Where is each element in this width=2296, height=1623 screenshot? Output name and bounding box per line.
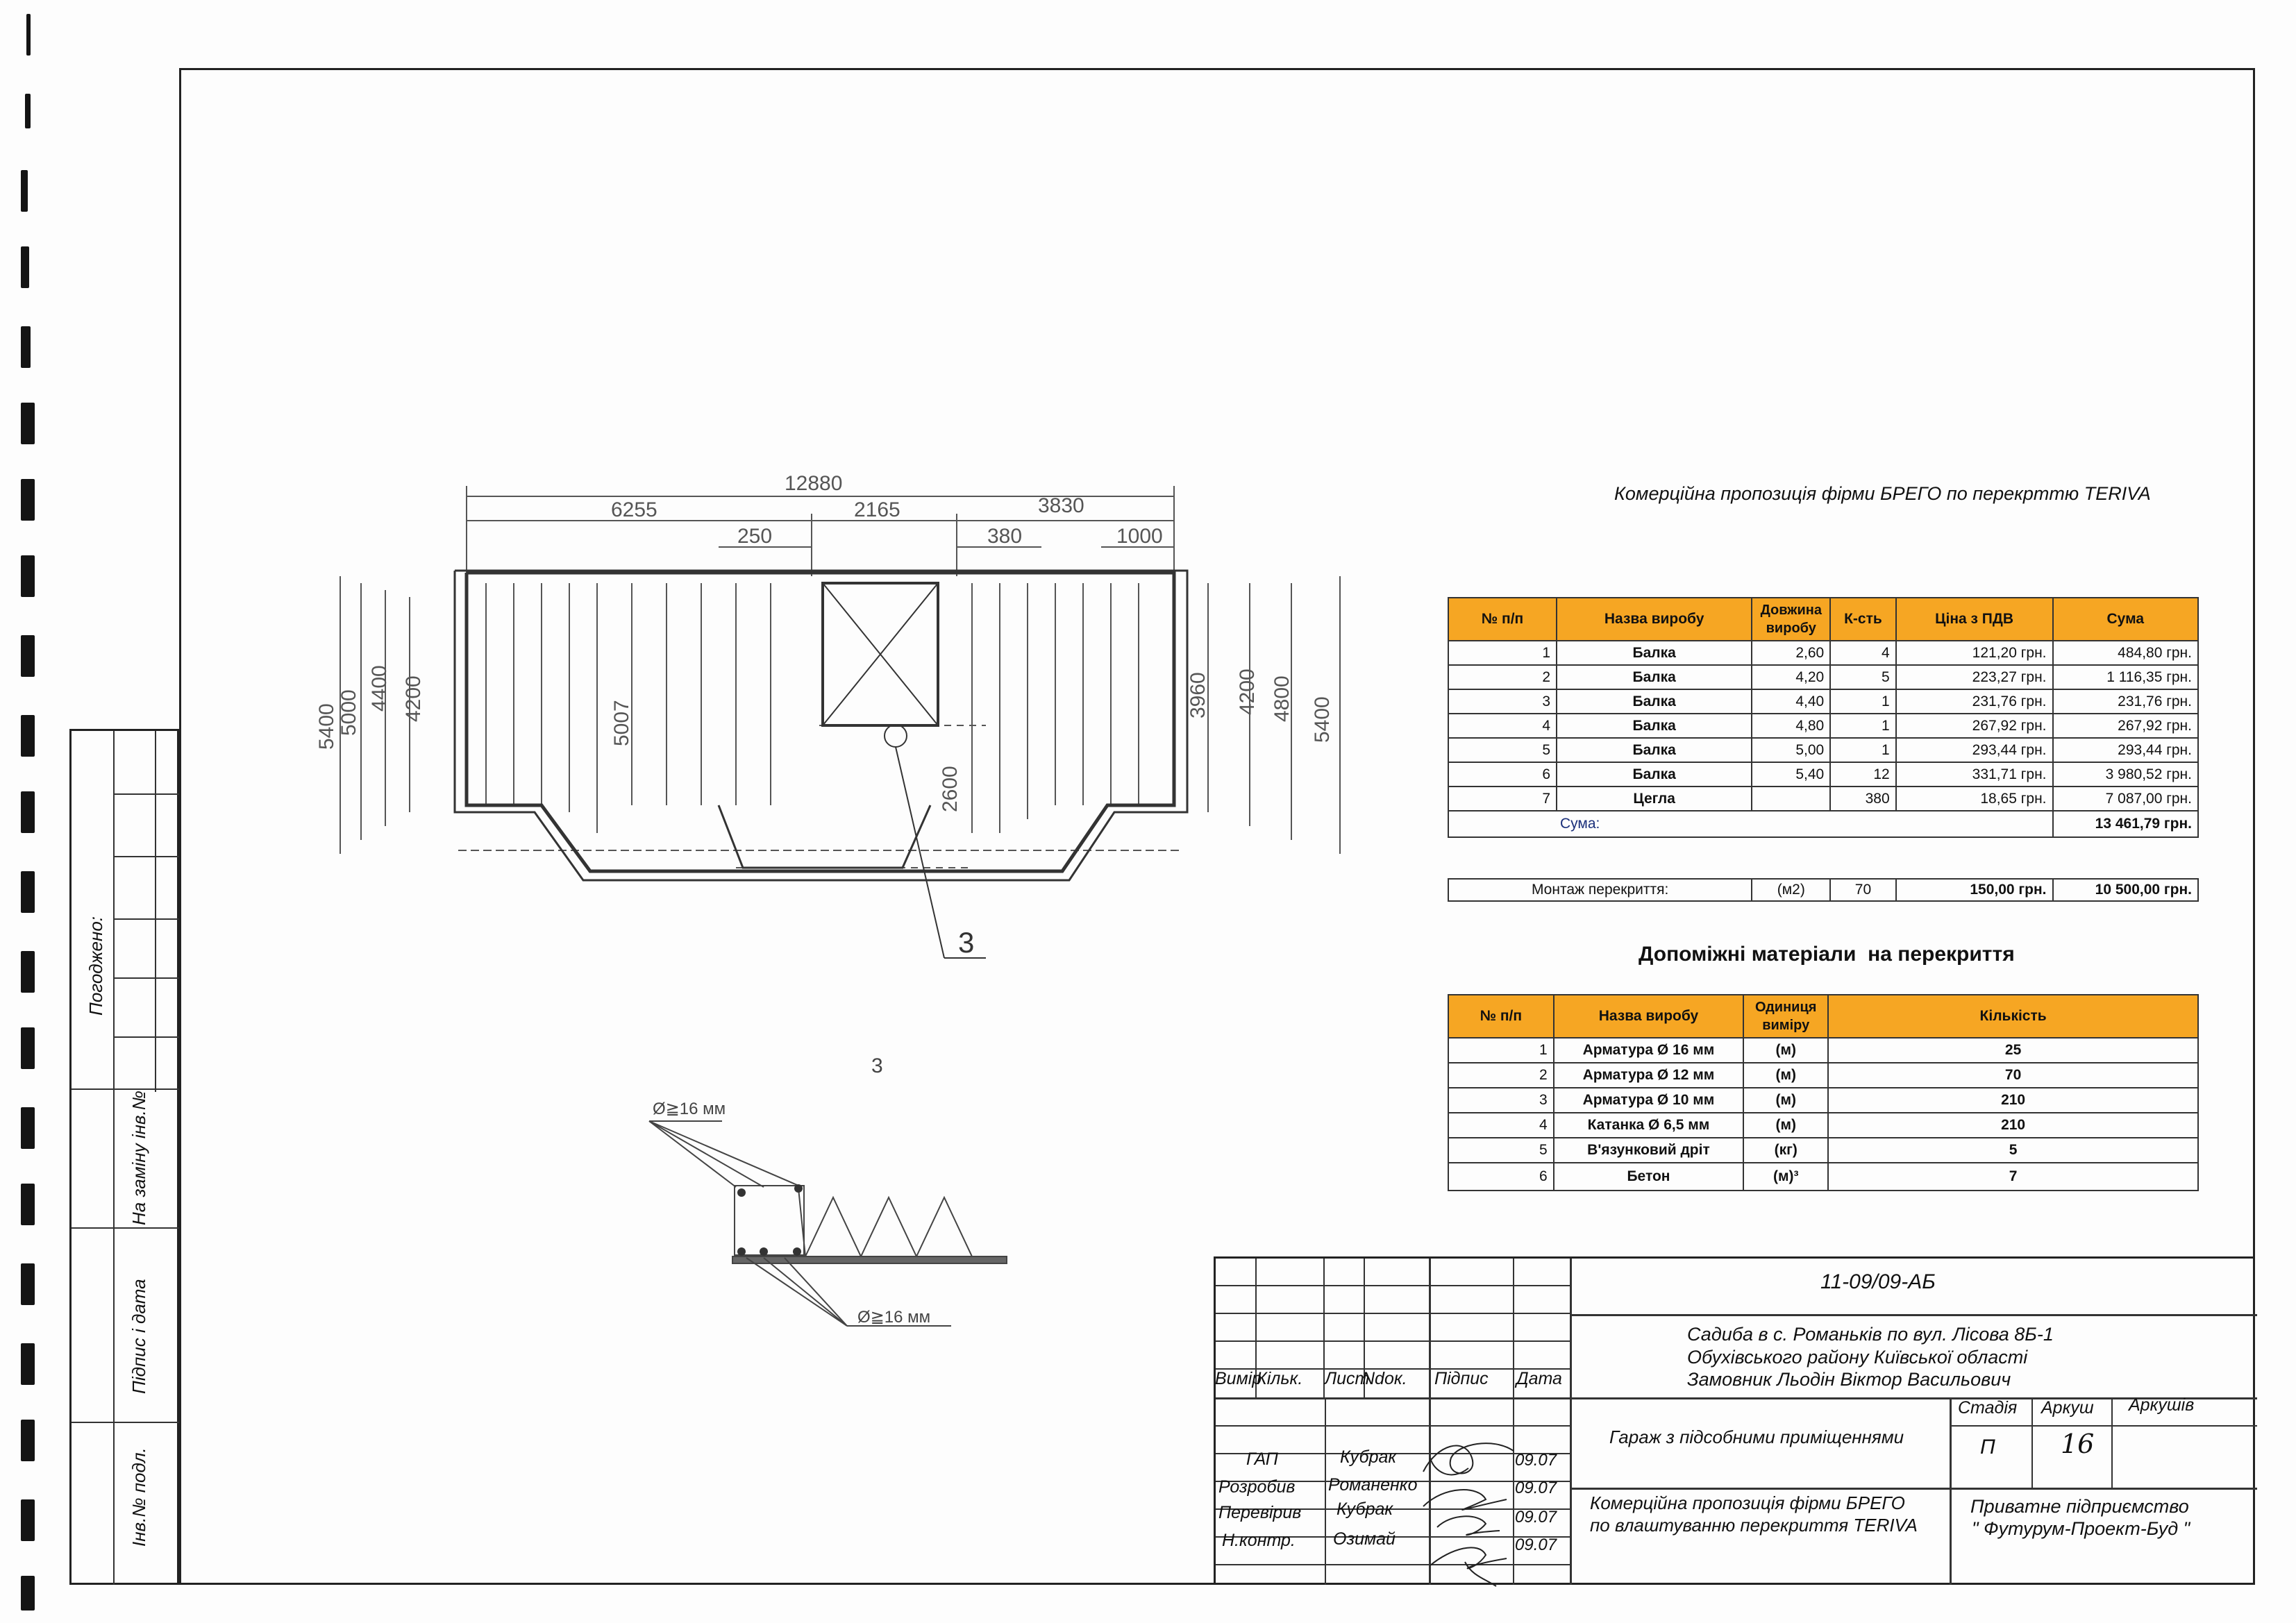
sheet-label: Аркуш <box>2041 1398 2094 1418</box>
dim-left-4400: 4400 <box>368 665 391 712</box>
table-row: 3 Балка 4,40 1 231,76 грн. 231,76 грн. <box>1448 689 2198 714</box>
dim-right-5400: 5400 <box>1311 696 1334 743</box>
aux-header-n: № п/п <box>1448 995 1554 1038</box>
table-row: 4 Катанка Ø 6,5 мм (м) 210 <box>1448 1113 2198 1138</box>
total-row: Сума: 13 461,79 грн. <box>1448 811 2198 837</box>
role-checked: Перевірив <box>1218 1503 1302 1522</box>
date-normcontrol: 09.07 <box>1515 1536 1557 1554</box>
aux-header-name: Назва виробу <box>1554 995 1744 1038</box>
dim-left-5400: 5400 <box>315 703 338 750</box>
section-marker: 3 <box>958 926 975 959</box>
rebar-bottom-label: Ø≧16 мм <box>857 1308 931 1327</box>
dim-left-4200: 4200 <box>402 675 425 722</box>
col-count: Кільк. <box>1257 1369 1303 1388</box>
table-row: 5 В'язунковий дріт (кг) 5 <box>1448 1138 2198 1163</box>
building-name: Гараж з підсобними приміщеннями <box>1609 1427 1904 1447</box>
name-normcontrol: Озимай <box>1333 1529 1396 1549</box>
signatures <box>1402 1430 1520 1590</box>
dim-250: 250 <box>737 525 773 548</box>
offer-title: Комерційна пропозиція фірми БРЕГО по перекрттю TERIVA <box>1614 483 2151 504</box>
table-row: 2 Арматура Ø 12 мм (м) 70 <box>1448 1063 2198 1088</box>
name-checked: Кубрак <box>1336 1499 1393 1519</box>
dim-2600: 2600 <box>939 766 962 812</box>
table-row: 1 Арматура Ø 16 мм (м) 25 <box>1448 1038 2198 1063</box>
aux-table <box>1448 994 2199 1191</box>
side-stamp <box>69 729 179 1585</box>
role-gap: ГАП <box>1246 1449 1278 1469</box>
rebar-top-label: Ø≧16 мм <box>653 1100 726 1118</box>
date-checked: 09.07 <box>1515 1508 1557 1527</box>
doc-title-line-1: Комерційна пропозиція фірми БРЕГО <box>1590 1492 1905 1513</box>
aux-title: Допоміжні матеріали на перекриття <box>1639 943 2015 966</box>
date-gap: 09.07 <box>1515 1451 1557 1470</box>
col-change: Вимір <box>1215 1369 1262 1388</box>
dim-5007: 5007 <box>610 700 633 746</box>
stage-value: П <box>1980 1436 1995 1458</box>
rebar-section <box>625 1083 1014 1340</box>
sheets-label: Аркушів <box>2129 1395 2195 1415</box>
name-gap: Кубрак <box>1340 1447 1397 1467</box>
dim-left-5000: 5000 <box>337 689 360 736</box>
offer-header-length: Довжина виробу <box>1752 598 1830 641</box>
dim-2165: 2165 <box>854 498 900 521</box>
table-row: 4 Балка 4,80 1 267,92 грн. 267,92 грн. <box>1448 714 2198 738</box>
table-row: 5 Балка 5,00 1 293,44 грн. 293,44 грн. <box>1448 738 2198 762</box>
date-developed: 09.07 <box>1515 1479 1557 1497</box>
role-normcontrol: Н.контр. <box>1222 1531 1296 1550</box>
doc-title-line-2: по влаштуванню перекриття TERIVA <box>1590 1515 1918 1536</box>
name-developed: Романенко <box>1328 1475 1418 1495</box>
dim-1000: 1000 <box>1116 525 1163 548</box>
project-line-3: Замовник Льодін Віктор Васильович <box>1687 1369 2011 1390</box>
dim-3830: 3830 <box>1038 494 1084 517</box>
inv-no-label: Інв.№ подл. <box>128 1447 149 1547</box>
org-line-1: Приватне підприємство <box>1970 1496 2189 1517</box>
offer-table <box>1448 597 2199 838</box>
col-date: Дата <box>1516 1369 1562 1388</box>
aux-header-unit: Одиниця виміру <box>1743 995 1828 1038</box>
table-row: 6 Бетон (м)³ 7 <box>1448 1163 2198 1191</box>
col-signature: Підпис <box>1434 1369 1489 1388</box>
dim-380: 380 <box>987 525 1023 548</box>
org-line-2: " Футурум-Проект-Буд " <box>1972 1518 2190 1539</box>
mount-row: Монтаж перекриття: (м2) 70 150,00 грн. 10 500,00 грн. <box>1448 879 2198 901</box>
doc-code: 11-09/09-АБ <box>1820 1270 1936 1293</box>
floor-plan <box>292 458 1402 1077</box>
sign-date-label: Підпис і дата <box>128 1279 149 1394</box>
col-doc: Ndок. <box>1362 1369 1407 1388</box>
project-line-2: Обухівського району Київської області <box>1687 1347 2028 1368</box>
offer-header-price: Ціна з ПДВ <box>1896 598 2053 641</box>
role-developed: Розробив <box>1218 1477 1296 1497</box>
offer-header-qty: К-сть <box>1830 598 1895 641</box>
dim-12880: 12880 <box>785 472 843 495</box>
table-row: 6 Балка 5,40 12 331,71 грн. 3 980,52 грн. <box>1448 762 2198 787</box>
offer-header-name: Назва виробу <box>1557 598 1752 641</box>
stage-label: Стадія <box>1958 1398 2018 1418</box>
aux-header-qty: Кількість <box>1828 995 2198 1038</box>
table-row: 1 Балка 2,60 4 121,20 грн. 484,80 грн. <box>1448 641 2198 665</box>
sheet-value: 16 <box>2061 1429 2095 1459</box>
mount-table <box>1448 878 2199 902</box>
table-row: 2 Балка 4,20 5 223,27 грн. 1 116,35 грн. <box>1448 665 2198 689</box>
offer-header-n: № п/п <box>1448 598 1557 641</box>
project-line-1: Садиба в с. Романьків по вул. Лісова 8Б-1 <box>1687 1324 2054 1345</box>
table-row: 7 Цегла 380 18,65 грн. 7 087,00 грн. <box>1448 787 2198 811</box>
dim-right-4200: 4200 <box>1236 668 1259 715</box>
agreed-label: Погоджено: <box>85 916 106 1016</box>
dim-right-4800: 4800 <box>1271 675 1293 722</box>
col-sheet: Лист <box>1325 1369 1370 1388</box>
table-row: 3 Арматура Ø 10 мм (м) 210 <box>1448 1088 2198 1113</box>
dim-6255: 6255 <box>611 498 657 521</box>
offer-header-sum: Сума <box>2053 598 2198 641</box>
replacement-inv-label: На заміну інв.№ <box>128 1091 149 1225</box>
dim-3960: 3960 <box>1187 672 1209 718</box>
section-title: 3 <box>871 1054 883 1077</box>
